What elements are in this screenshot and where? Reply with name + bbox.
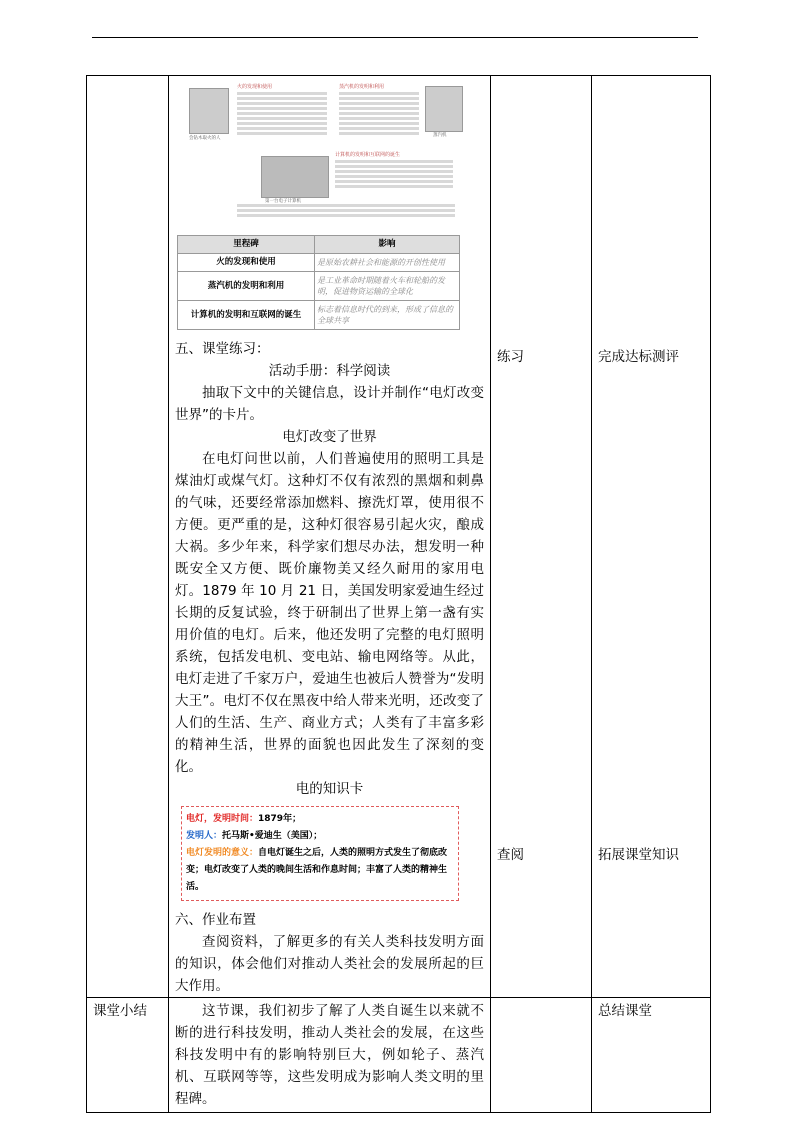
milestone-name: 火的发现和使用 — [178, 254, 315, 272]
textbook-picture — [175, 80, 465, 232]
summary-row — [87, 998, 711, 1113]
milestone-row — [178, 254, 460, 272]
row-label-empty — [87, 76, 169, 998]
activity-practice: 练习 — [497, 349, 524, 365]
goal-practice: 完成达标测评 — [598, 349, 679, 365]
milestone-name: 计算机的发明和互联网的诞生 — [178, 301, 315, 330]
content-cell — [169, 76, 491, 998]
fire-section — [237, 84, 327, 137]
goal-cell — [592, 76, 711, 998]
card-title: 电的知识卡 — [295, 781, 364, 797]
computer-section — [335, 152, 453, 190]
activity-cell — [491, 76, 592, 998]
milestone-header: 里程碑 — [178, 236, 315, 254]
article-title: 电灯改变了世界 — [282, 429, 377, 445]
exercise-heading: 五、课堂练习： — [175, 341, 270, 357]
summary-body: 这节课，我们初步了解了人类自诞生以来就不断的进行科技发明，推动人类社会的发展，在这些科技发明中有的影响特别巨大，例如轮子、蒸汽机、互联网等等，这些发明成为影响人类文明的里程碑。 — [175, 1003, 484, 1107]
card-value-meaning: 自电灯诞生之后，人类的照明方式发生了彻底改变；电灯改变了人类的晚间生活和作息时间；丰富了人类的精神生活。 — [186, 848, 448, 892]
steam-engine-image — [425, 86, 463, 132]
impact-header: 影响 — [315, 236, 460, 254]
summary-label: 课堂小结 — [93, 1003, 147, 1019]
card-label-time: 电灯，发明时间： — [186, 814, 259, 824]
computer-image — [261, 156, 329, 198]
card-label-meaning: 电灯发明的意义： — [186, 848, 259, 858]
lesson-table — [86, 75, 711, 1113]
homework-body: 查阅资料，了解更多的有关人类科技发明方面的知识，体会他们对推动人类社会的发展所起的巨大作用。 — [175, 934, 484, 994]
content-row — [87, 76, 711, 998]
article-body: 在电灯问世以前，人们普遍使用的照明工具是煤油灯或煤气灯。这种灯不仅有浓烈的黑烟和刺鼻的气味，还要经常添加燃料、擦洗灯罩，使用很不方便。更严重的是，这种灯很容易引起火灾，酿成大祸。多少年来，科学家们想尽办法，想发明一种既安全又方便、既价廉物美又经久耐用的家用电灯。1879 年 10 月 21 日，美国发明家爱迪生经过长期的反复试验，终于研制出了世界上第一盏有实用价值的电灯。后来，他还发明了完整的电灯照明系统，包括发电机、变电站、输电网络等。从此，电灯走进了千家万户，爱迪生也被后人赞誉为“发明大王”。电灯不仅在黑夜中给人带来光明，还改变了人们的生活、生产、商业方式；人类有了丰富多彩的精神生活，世界的面貌也因此发生了深刻的变化。 — [175, 451, 484, 775]
milestone-impact: 标志着信息时代的到来，形成了信息的全球共享 — [315, 301, 460, 330]
milestone-impact: 是工业革命时期随着火车和轮船的发明，促进物资运输的全球化 — [315, 272, 460, 301]
milestone-name: 蒸汽机的发明和利用 — [178, 272, 315, 301]
milestone-impact: 是原始农耕社会和能源的开创性使用 — [315, 254, 460, 272]
milestone-row — [178, 301, 460, 330]
steam-title: 蒸汽机的发明和利用 — [339, 84, 385, 90]
computer-text — [237, 202, 455, 219]
steam-caption: 蒸汽机 — [433, 133, 447, 138]
milestone-table — [177, 235, 460, 330]
fire-caption: 会钻木取火的人 — [189, 136, 221, 141]
homework-heading: 六、作业布置 — [175, 912, 256, 928]
summary-goal: 总结课堂 — [598, 1003, 652, 1019]
card-value-inventor: 托马斯•爱迪生（美国）； — [222, 831, 323, 841]
goal-lookup: 拓展课堂知识 — [598, 847, 679, 863]
computer-title: 计算机的发明和互联网的诞生 — [335, 152, 401, 158]
milestone-row — [178, 272, 460, 301]
fire-figure-image — [189, 88, 229, 134]
card-value-time: 1879年； — [258, 814, 302, 824]
summary-activity-empty — [491, 998, 592, 1113]
exercise-instruction: 抽取下文中的关键信息，设计并制作“电灯改变世界”的卡片。 — [175, 385, 484, 423]
card-label-inventor: 发明人： — [186, 831, 223, 841]
fire-title: 火的发现和使用 — [237, 84, 273, 90]
header-rule — [92, 37, 698, 38]
computer-caption: 第一台电子计算机 — [265, 199, 301, 204]
exercise-subheading: 活动手册：科学阅读 — [268, 363, 391, 379]
steam-section — [339, 84, 419, 137]
knowledge-card — [181, 806, 459, 901]
activity-lookup: 查阅 — [497, 847, 524, 863]
